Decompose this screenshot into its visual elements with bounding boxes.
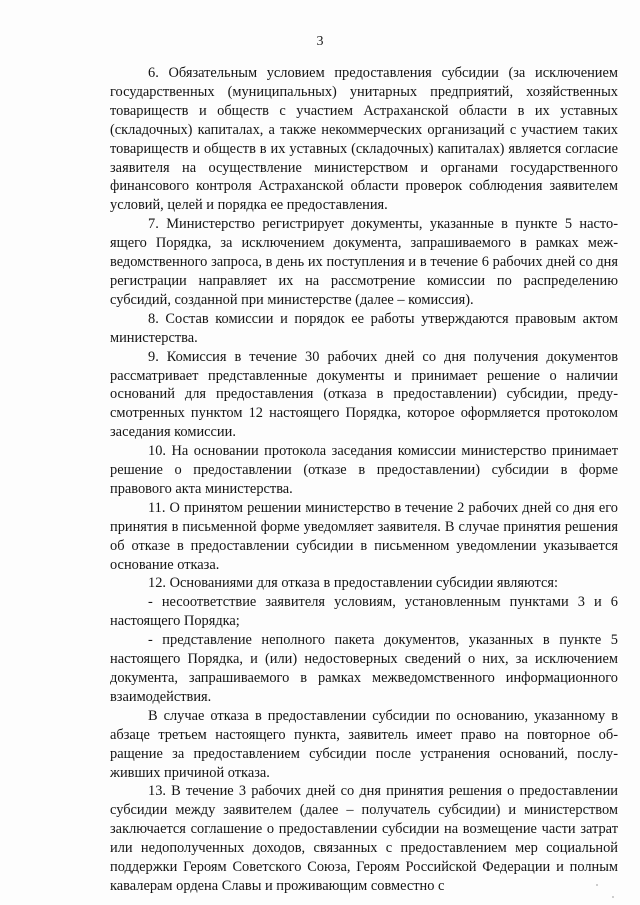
paragraph-11: 11. О принятом решении министерство в течение 2 рабочих дней со дня его принятия в письменной форме уведомляет заявителя. В случае принятия решения об отказе в предоставлении субсидии в письменном уведомлении указывается основание отказа. [110, 499, 618, 573]
paragraph-6: 6. Обязательным условием предоставления субсидии (за исключением государственных (муниципальных) унитарных предприятий, хозяйственных товариществ и обществ с участием Астраханской области в их уставных (складочных) капиталах, а также некоммерческих организаций с участием таких товариществ и обществ в их уставных (складочных) капиталах) является согласие заявителя на осуществление министерством и органами государственного финансового контроля Астраханской области проверок соблюдения заявителем условий, целей и порядка ее предоставления. [110, 65, 618, 214]
paragraph-10: 10. На основании протокола заседания комиссии министерство принимает решение о предоставлении (отказе в предоставлении) субсидии в форме правового акта министерства. [110, 443, 618, 497]
paragraph-13: 13. В течение 3 рабочих дней со дня принятия решения о предоставлении субсидии между заявителем (далее – получатель субсидии) и министерством заключается соглашение о предоставлении субсидии на возмещение части затрат или недополученных доходов, связанных с предоставлением мер социальной поддержки Героям Советского Союза, Героям Российской Федерации и полным кавалерам ордена Славы и проживающим совместно с [110, 783, 618, 894]
paragraph-9: 9. Комиссия в течение 30 рабочих дней со дня получения документов рассматривает представленные документы и принимает решение о наличии оснований для предоставления (отказа в предоставлении) субсидии, предусмотренных пунктом 12 настоящего Порядка, которое оформляется протоколом заседания комиссии. [110, 348, 618, 441]
paragraph-12-item-2: - представление неполного пакета документов, указанных в пункте 5 настоящего Порядка, и (или) недостоверных сведений о них, за исключением документа, запрашиваемого в рамках межведомственного информационного взаимодействия. [110, 632, 618, 705]
paragraph-7: 7. Министерство регистрирует документы, указанные в пункте 5 настоящего Порядка, за исключением документа, запрашиваемого в рамках межведомственного запроса, в день их поступления и в течение 6 рабочих дней со дня регистрации направляет их на рассмотрение комиссии по распределению субсидий, созданной при министерстве (далее – комиссия). [110, 216, 618, 308]
paragraph-12-item-1: - несоответствие заявителя условиям, установленным пунктами 3 и 6 настоящего Порядка; [110, 594, 618, 630]
scan-speck [596, 884, 598, 886]
paragraph-8: 8. Состав комиссии и порядок ее работы утверждаются правовым актом министерства. [110, 310, 618, 346]
page-number: 3 [316, 34, 324, 49]
document-body [110, 64, 618, 896]
paragraph-12-refusal-note: В случае отказа в предоставлении субсидии по основанию, указанному в абзаце третьем настоящего пункта, заявитель имеет право на повторное обращение за предоставлением субсидии после устранения оснований, послуживших причиной отказа. [110, 707, 618, 781]
scan-speck [612, 896, 614, 898]
paragraph-12-intro: 12. Основаниями для отказа в предоставлении субсидии являются: [148, 575, 558, 592]
